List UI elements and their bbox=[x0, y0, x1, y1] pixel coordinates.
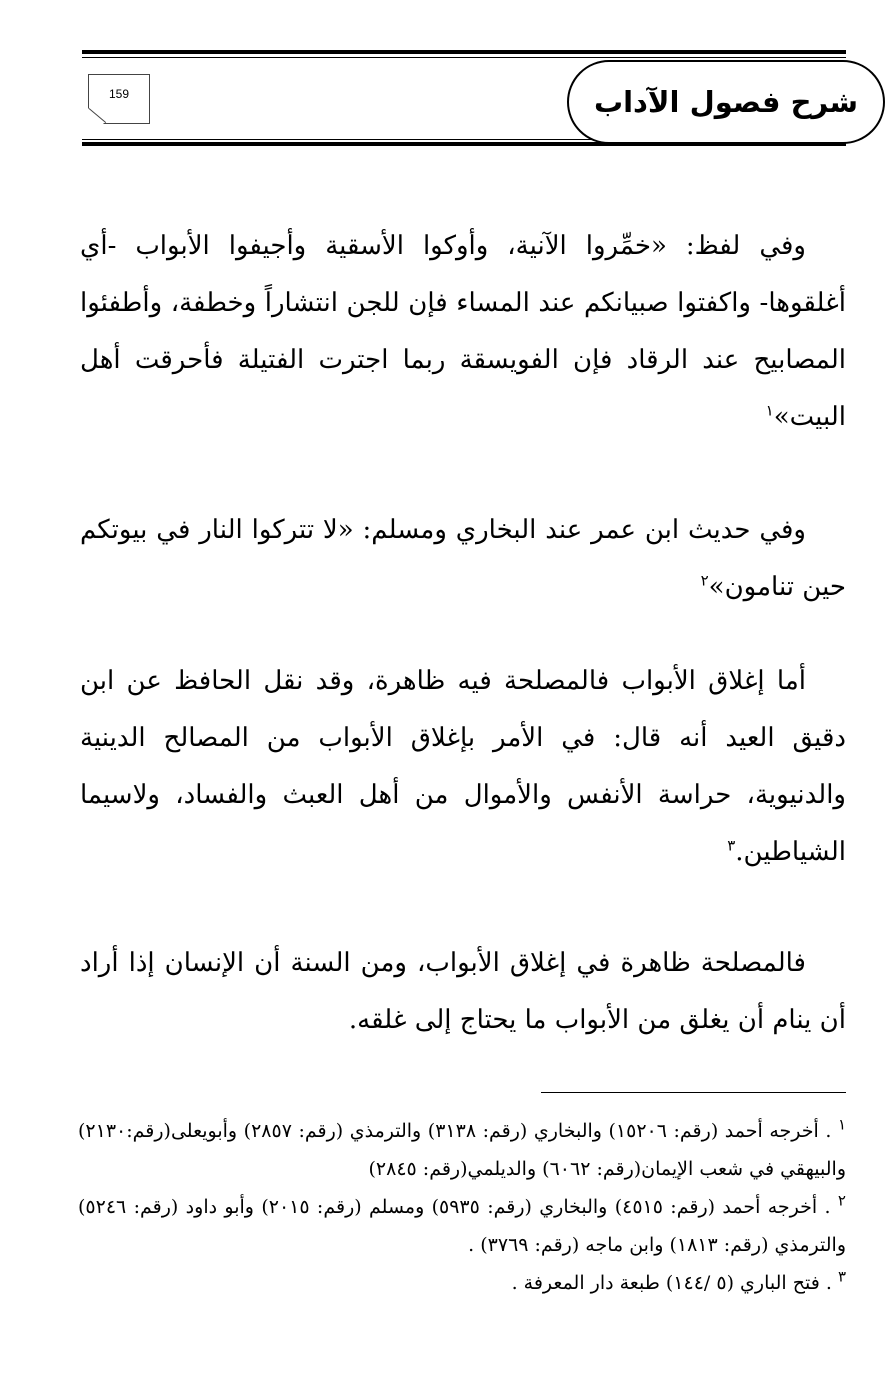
paragraph bbox=[80, 218, 846, 446]
running-title-text: شرح فصول الآداب bbox=[593, 85, 859, 119]
paragraph-text: فالمصلحة ظاهرة في إغلاق الأبواب، ومن السنة أن الإنسان إذا أراد أن ينام أن يغلق من الأبواب ما يحتاج إلى غلقه. bbox=[80, 948, 846, 1035]
body-text bbox=[80, 218, 846, 446]
paragraph bbox=[80, 935, 846, 1049]
footnotes bbox=[78, 1112, 846, 1302]
footnote-text: . فتح الباري (٥ /١٤٤) طبعة دار المعرفة . bbox=[511, 1272, 832, 1294]
footnote-ref: ١ bbox=[765, 401, 774, 420]
footnote bbox=[78, 1112, 846, 1188]
paragraph bbox=[80, 502, 846, 616]
footnote-ref: ٢ bbox=[700, 571, 709, 590]
footnote-ref: ٣ bbox=[727, 836, 736, 855]
footnote bbox=[78, 1188, 846, 1264]
footnote-separator bbox=[541, 1092, 846, 1093]
paragraph-text: أما إغلاق الأبواب فالمصلحة فيه ظاهرة، وقد نقل الحافظ عن ابن دقيق العيد أنه قال: في الأمر بإغلاق الأبواب من المصالح الدينية والدنيوية، حراسة الأنفس والأموال من أهل العبث والفساد، ولاسيما الشياطين. bbox=[80, 666, 846, 867]
footnote-text: . أخرجه أحمد (رقم: ٤٥١٥) والبخاري (رقم: ٥٩٣٥) ومسلم (رقم: ٢٠١٥) وأبو داود (رقم: ٥٢٤٦) والترمذي (رقم: ١٨١٣) وابن ماجه (رقم: ٣٧٦٩) . bbox=[78, 1196, 846, 1256]
body-text bbox=[80, 502, 846, 616]
running-title bbox=[567, 60, 885, 144]
header-rule-top-thin bbox=[82, 57, 846, 58]
page-number: 159 bbox=[108, 87, 130, 101]
footnote-number: ٣ bbox=[837, 1267, 846, 1286]
paragraph bbox=[80, 653, 846, 881]
footnote-number: ١ bbox=[837, 1115, 846, 1134]
footnote bbox=[78, 1264, 846, 1302]
footnote-text: . أخرجه أحمد (رقم: ١٥٢٠٦) والبخاري (رقم: ٣١٣٨) والترمذي (رقم: ٢٨٥٧) وأبويعلى(رقم:٢١٣٠) والبيهقي في شعب الإيمان(رقم: ٦٠٦٢) والديلمي(رقم: ٢٨٤٥) bbox=[78, 1120, 846, 1180]
paragraph-text: وفي لفظ: «خمِّروا الآنية، وأوكوا الأسقية وأجيفوا الأبواب -أي أغلقوها- واكفتوا صبيانكم عند المساء فإن للجن انتشاراً وخطفة، وأطفئوا المصابيح عند الرقاد فإن الفويسقة ربما اجترت الفتيلة فأحرقت أهل البيت» bbox=[80, 231, 846, 432]
page-number-box bbox=[88, 74, 150, 124]
body-text bbox=[80, 935, 846, 1049]
header-rule-top bbox=[82, 50, 846, 54]
body-text bbox=[80, 653, 846, 881]
footnote-number: ٢ bbox=[837, 1191, 846, 1210]
paragraph-text: وفي حديث ابن عمر عند البخاري ومسلم: «لا تتركوا النار في بيوتكم حين تنامون» bbox=[80, 515, 846, 602]
